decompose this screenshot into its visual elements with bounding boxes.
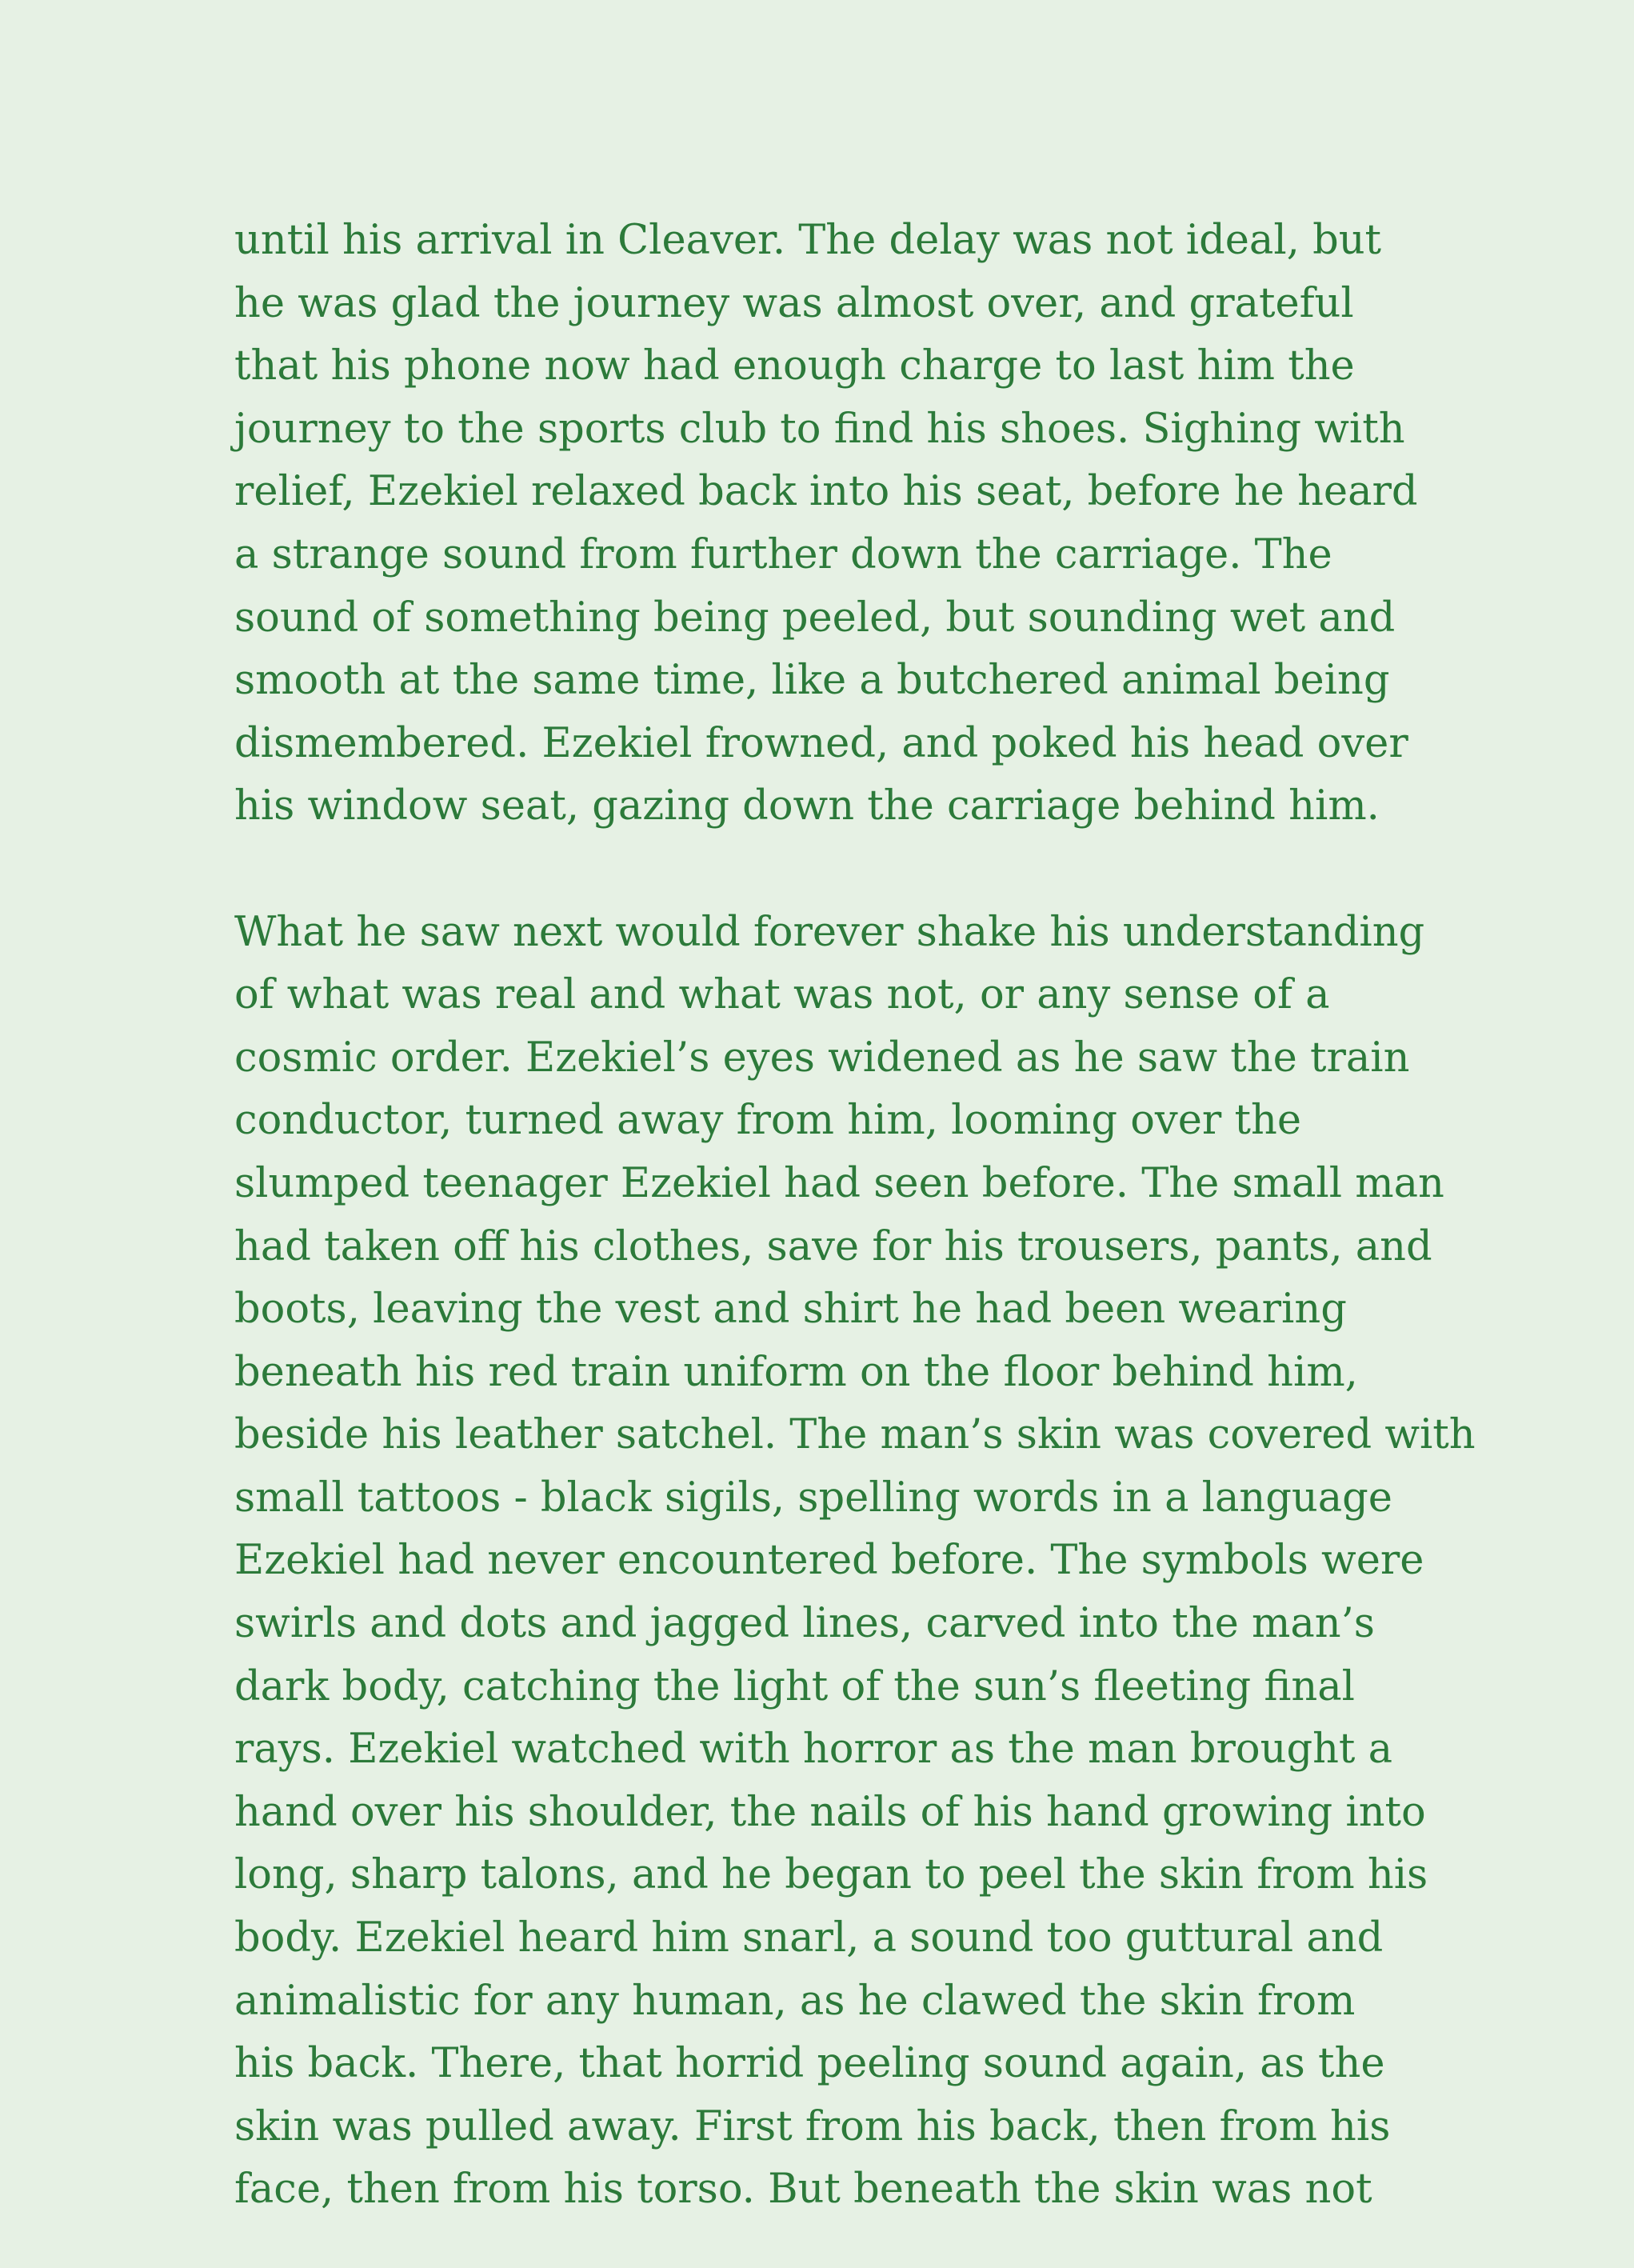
- text-line: dark body, catching the light of the sun’s fleeting final: [234, 1662, 1355, 1710]
- text-line: hand over his shoulder, the nails of his hand growing into: [234, 1788, 1426, 1836]
- text-line: skin was pulled away. First from his back, then from his: [234, 2102, 1391, 2150]
- text-line: sound of something being peeled, but sounding wet and: [234, 594, 1396, 642]
- text-line: his back. There, that horrid peeling sound again, as the: [234, 2040, 1385, 2088]
- text-line: had taken off his clothes, save for his trousers, pants, and: [234, 1222, 1432, 1270]
- text-line: animalistic for any human, as he clawed the skin from: [234, 1977, 1356, 2025]
- text-line: body. Ezekiel heard him snarl, a sound too guttural and: [234, 1914, 1384, 1962]
- text-line: What he saw next would forever shake his understanding: [234, 908, 1425, 956]
- text-line: of what was real and what was not, or any sense of a: [234, 971, 1330, 1019]
- text-line: conductor, turned away from him, looming over the: [234, 1097, 1302, 1145]
- text-line: he was glad the journey was almost over, and grateful: [234, 279, 1354, 327]
- body-text: [234, 210, 1594, 2222]
- text-line: beneath his red train uniform on the floor behind him,: [234, 1348, 1358, 1396]
- text-line: that his phone now had enough charge to last him the: [234, 342, 1355, 390]
- text-line: journey to the sports club to find his shoes. Sighing with: [234, 405, 1405, 453]
- text-line: beside his leather satchel. The man’s skin was covered with: [234, 1411, 1476, 1459]
- text-line: long, sharp talons, and he began to peel the skin from his: [234, 1851, 1428, 1899]
- text-line: until his arrival in Cleaver. The delay was not ideal, but: [234, 217, 1382, 264]
- text-line: boots, leaving the vest and shirt he had been wearing: [234, 1286, 1347, 1334]
- paragraph-2: [234, 902, 1594, 2222]
- text-line: rays. Ezekiel watched with horror as the man brought a: [234, 1726, 1393, 1774]
- text-line: slumped teenager Ezekiel had seen before. The small man: [234, 1159, 1444, 1207]
- text-line: dismembered. Ezekiel frowned, and poked his head over: [234, 719, 1408, 767]
- text-line: face, then from his torso. But beneath the skin was not: [234, 2166, 1372, 2214]
- text-line: Ezekiel had never encountered before. The symbols were: [234, 1537, 1424, 1585]
- text-line: his window seat, gazing down the carriage behind him.: [234, 782, 1380, 830]
- text-line: cosmic order. Ezekiel’s eyes widened as he saw the train: [234, 1034, 1410, 1082]
- paragraph-1: [234, 210, 1594, 838]
- text-line: swirls and dots and jagged lines, carved into the man’s: [234, 1600, 1375, 1648]
- text-line: relief, Ezekiel relaxed back into his seat, before he heard: [234, 468, 1418, 516]
- text-line: small tattoos - black sigils, spelling words in a language: [234, 1474, 1392, 1522]
- text-line: smooth at the same time, like a butchered animal being: [234, 657, 1390, 705]
- text-line: a strange sound from further down the carriage. The: [234, 530, 1332, 578]
- paragraph-gap: [234, 838, 1594, 902]
